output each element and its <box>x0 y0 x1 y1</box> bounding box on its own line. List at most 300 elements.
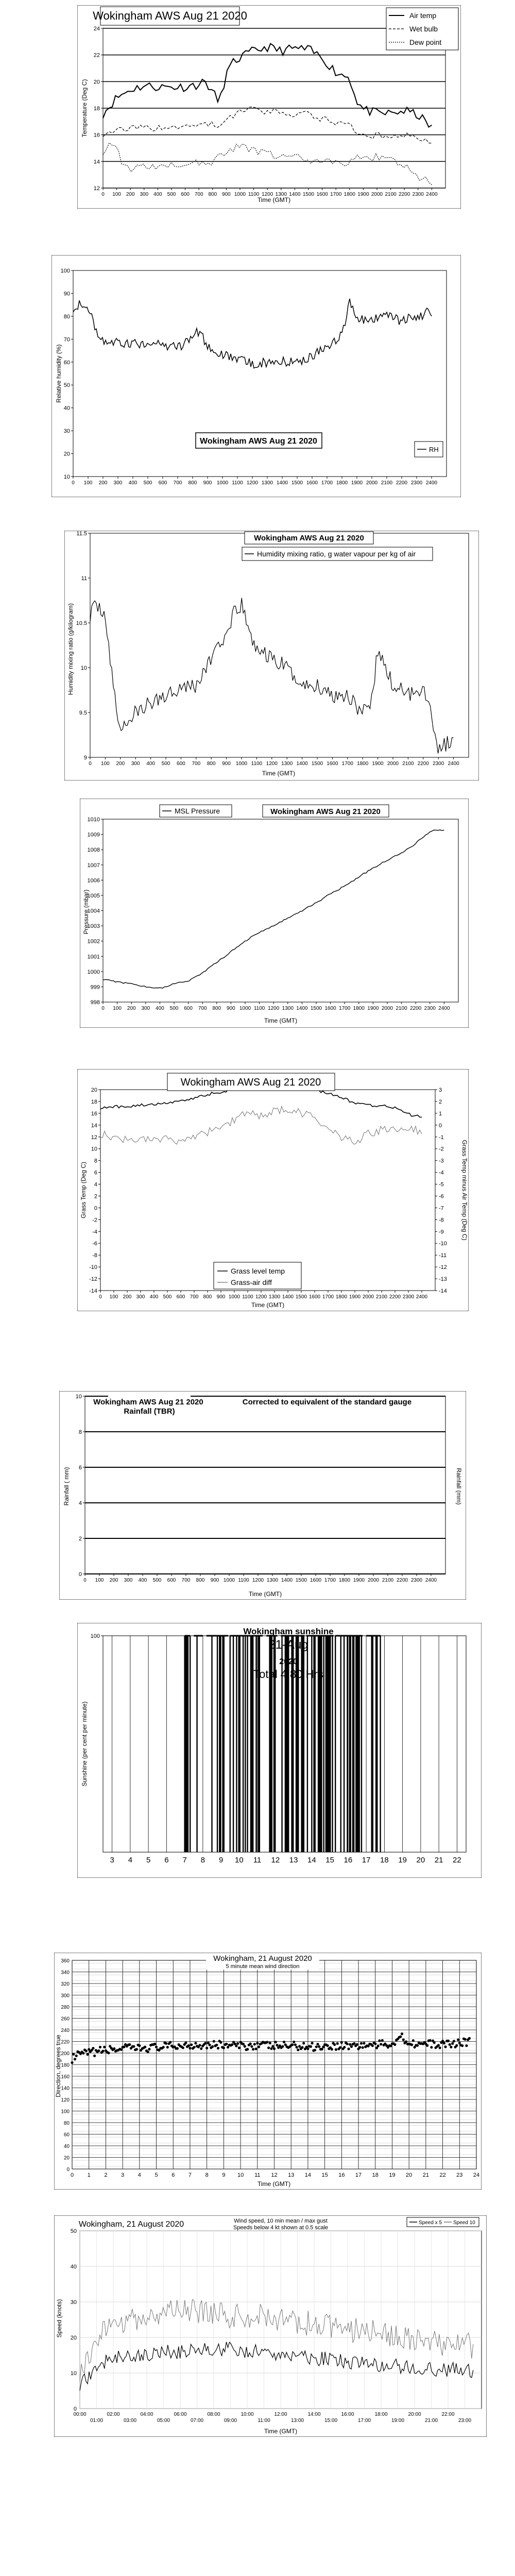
legend-label-mixing-ratio: Humidity mixing ratio, g water vapour per kg of air <box>257 550 416 558</box>
x-tick-label: 1600 <box>324 1006 336 1011</box>
wind-direction-point <box>244 2045 246 2047</box>
x-tick-label: 900 <box>216 1294 226 1300</box>
y-tick-label: 140 <box>61 2086 70 2092</box>
plot-area <box>90 533 469 757</box>
x-tick-label: 22 <box>453 1856 461 1865</box>
y-tick-label: 160 <box>61 2074 70 2080</box>
wind-direction-point <box>231 2043 233 2046</box>
x-tick-label: 200 <box>126 192 135 197</box>
wind-direction-point <box>93 2055 96 2057</box>
x-tick-label: 1800 <box>357 761 369 767</box>
x-tick-label: 2200 <box>396 1578 408 1583</box>
chart-date: 21-Aug <box>268 1638 308 1652</box>
y-tick-label: 6 <box>78 1465 82 1471</box>
x-tick-label: 3 <box>110 1856 114 1865</box>
wind-direction-point <box>213 2040 215 2043</box>
x-tick-label: 8 <box>205 2172 209 2178</box>
x-tick-label: 1100 <box>248 192 260 197</box>
y-tick-label: 20 <box>63 2155 70 2161</box>
x-tick-label: 1300 <box>266 1578 279 1583</box>
wind-direction-point <box>256 2042 259 2044</box>
wind-direction-point <box>86 2053 89 2056</box>
chart-title: Wokingham AWS Aug 21 2020 <box>254 534 364 543</box>
x-tick-label: 10 <box>237 2172 244 2178</box>
y2-tick-label: -4 <box>439 1170 444 1176</box>
wind-direction-point <box>204 2042 207 2044</box>
x-tick-label: 700 <box>173 480 182 486</box>
legend <box>407 2217 479 2227</box>
wind-direction-point <box>242 2043 245 2045</box>
x-tick-label: 4 <box>138 2172 141 2178</box>
x-tick-label: 7 <box>182 1856 187 1865</box>
wind-direction-point <box>410 2043 413 2046</box>
wind-direction-point <box>461 2044 464 2047</box>
wind-direction-point <box>281 2045 284 2048</box>
y-tick-label: 1004 <box>87 908 100 914</box>
wind-direction-point <box>162 2046 165 2048</box>
x-tick-label: 0 <box>83 1578 87 1583</box>
chart-note: Speeds below 4 kt shown at 0.5 scale <box>233 2225 329 2231</box>
wind-direction-point <box>458 2042 461 2044</box>
x-axis-label: Time (GMT) <box>251 1301 285 1309</box>
wind-direction-point <box>358 2046 361 2048</box>
x-tick-label: 11:00 <box>258 2418 270 2424</box>
wind-direction-point <box>193 2046 196 2048</box>
wind-direction-point <box>276 2044 278 2046</box>
y-tick-label: 300 <box>61 1993 70 1999</box>
wind-direction-point <box>205 2047 208 2049</box>
y-tick-label: 80 <box>63 2121 70 2126</box>
wind-direction-point <box>429 2039 432 2042</box>
wind-direction-point <box>310 2045 312 2048</box>
x-tick-label: 15:00 <box>324 2418 338 2424</box>
chart-total: Total 4.80 Hrs <box>253 1668 323 1681</box>
chart-title: Wokingham, 21 August 2020 <box>213 1954 312 1963</box>
y-tick-label: 100 <box>90 1633 100 1639</box>
wind-direction-point <box>194 2042 197 2044</box>
x-tick-label: 1500 <box>311 761 323 767</box>
x-tick-label: 1000 <box>239 1006 251 1011</box>
y-axis-label: Pressure (mbar) <box>82 889 90 935</box>
x-tick-label: 1300 <box>268 1294 281 1300</box>
y-tick-label: 30 <box>63 428 70 435</box>
x-tick-label: 2000 <box>387 761 399 767</box>
x-tick-label: 1100 <box>232 480 243 486</box>
x-tick-label: 300 <box>136 1294 145 1300</box>
x-tick-label: 2100 <box>385 192 397 197</box>
wind-direction-point <box>273 2047 276 2050</box>
x-tick-label: 200 <box>127 1006 136 1011</box>
chart-subtitle: 5 minute mean wind direction <box>226 1963 300 1970</box>
x-tick-label: 600 <box>184 1006 193 1011</box>
x-tick-label: 1100 <box>238 1578 249 1583</box>
x-tick-label: 500 <box>163 1294 172 1300</box>
x-tick-label: 100 <box>112 192 121 197</box>
x-tick-label: 300 <box>131 761 140 767</box>
x-tick-label: 23 <box>456 2172 463 2178</box>
x-tick-label: 18 <box>380 1856 389 1865</box>
wind-direction-point <box>75 2055 78 2057</box>
wind-direction-point <box>200 2047 202 2050</box>
x-tick-label: 700 <box>181 1578 191 1583</box>
wind-direction-point <box>327 2044 329 2047</box>
y2-tick-label: -11 <box>439 1252 447 1259</box>
x-tick-label: 1300 <box>275 192 287 197</box>
x-tick-label: 400 <box>156 1006 164 1011</box>
x-tick-label: 05:00 <box>157 2418 170 2424</box>
temperature-chart-panel <box>77 5 461 209</box>
y-tick-label: 2 <box>78 1536 82 1542</box>
wind-direction-point <box>381 2039 384 2042</box>
legend <box>415 442 443 457</box>
x-tick-label: 500 <box>143 480 152 486</box>
sunshine-chart-panel <box>77 1623 482 1878</box>
y-tick-label: -12 <box>89 1276 97 1283</box>
wind-direction-point <box>222 2046 225 2049</box>
x-tick-label: 800 <box>203 1294 212 1300</box>
x-tick-label: 20:00 <box>408 2412 421 2417</box>
chart-title: Wokingham sunshine <box>243 1626 334 1636</box>
x-tick-label: 1800 <box>344 192 355 197</box>
x-tick-label: 21 <box>422 2172 429 2178</box>
x-tick-label: 22:00 <box>441 2412 455 2417</box>
y-tick-label: 30 <box>70 2299 77 2306</box>
x-tick-label: 1400 <box>281 1578 293 1583</box>
wind-direction-point <box>184 2042 187 2044</box>
y2-tick-label: 3 <box>439 1087 442 1093</box>
chart-title: Wokingham AWS Aug 21 2020 <box>270 807 381 816</box>
x-tick-label: 600 <box>177 761 185 767</box>
x-tick-label: 1400 <box>296 1006 308 1011</box>
wind-direction-point <box>453 2040 455 2042</box>
x-tick-label: 3 <box>121 2172 125 2178</box>
chart-title: Wokingham AWS Aug 21 2020 <box>93 9 247 22</box>
wind-direction-point <box>217 2047 219 2049</box>
grass-temp-chart-panel <box>77 1069 469 1311</box>
y-tick-label: 40 <box>70 2264 77 2270</box>
x-tick-label: 19:00 <box>391 2418 405 2424</box>
wind-direction-point <box>165 2042 167 2045</box>
x-tick-label: 20 <box>416 1856 425 1865</box>
wind-direction-point <box>293 2041 295 2043</box>
wind-direction-point <box>120 2048 123 2051</box>
x-tick-label: 1100 <box>251 761 263 767</box>
wind-direction-point <box>455 2044 458 2047</box>
plot-area <box>85 1396 445 1574</box>
y-tick-label: 0 <box>94 1205 97 1212</box>
chart-title-line: Rainfall (TBR) <box>124 1407 175 1416</box>
x-tick-label: 600 <box>176 1294 185 1300</box>
x-tick-label: 1400 <box>276 480 288 486</box>
wind-direction-point <box>99 2046 101 2048</box>
wind-direction-point <box>188 2047 191 2049</box>
y2-axis-label: Rainfall (mm) <box>455 1468 462 1505</box>
y-tick-label: 1005 <box>87 892 100 899</box>
x-tick-label: 1 <box>87 2172 91 2178</box>
wind-direction-point <box>92 2047 94 2049</box>
x-tick-label: 5 <box>154 2172 158 2178</box>
y-tick-label: 0 <box>66 2167 70 2173</box>
x-tick-label: 0 <box>72 480 75 486</box>
wind-direction-point <box>336 2042 339 2045</box>
wind-direction-point <box>219 2041 222 2044</box>
wind-speed-chart <box>54 2215 487 2437</box>
wind-direction-point <box>362 2046 364 2049</box>
x-tick-label: 0 <box>89 761 92 767</box>
wind-direction-point <box>416 2044 419 2047</box>
pressure-chart <box>80 799 469 1028</box>
wind-direction-point <box>412 2039 415 2042</box>
wind-direction-point <box>147 2050 149 2053</box>
y-tick-label: 8 <box>94 1158 97 1164</box>
y-tick-label: 1010 <box>87 817 100 823</box>
x-tick-label: 400 <box>149 1294 159 1300</box>
x-tick-label: 900 <box>227 1006 235 1011</box>
x-tick-label: 4 <box>128 1856 133 1865</box>
x-tick-label: 10:00 <box>241 2412 254 2417</box>
y-tick-label: 0 <box>78 1571 82 1578</box>
x-tick-label: 1900 <box>372 761 384 767</box>
y-tick-label: 4 <box>78 1500 82 1506</box>
x-tick-label: 17 <box>362 1856 371 1865</box>
y-tick-label: 10 <box>80 665 87 671</box>
wind-direction-point <box>316 2043 319 2045</box>
x-tick-label: 100 <box>95 1578 104 1583</box>
x-tick-label: 1200 <box>252 1578 264 1583</box>
x-tick-label: 1300 <box>282 1006 294 1011</box>
x-tick-label: 700 <box>190 1294 199 1300</box>
y-tick-label: 260 <box>61 2016 70 2022</box>
plot-area <box>103 819 458 1002</box>
x-tick-label: 12:00 <box>274 2412 287 2417</box>
x-tick-label: 100 <box>109 1294 118 1300</box>
wind-direction-point <box>72 2053 75 2056</box>
x-tick-label: 1000 <box>234 192 246 197</box>
x-tick-label: 2000 <box>371 192 383 197</box>
chart-subtitle: Wind speed, 10 min mean / max gust <box>234 2218 328 2224</box>
x-tick-label: 7 <box>188 2172 192 2178</box>
x-tick-label: 1500 <box>295 1578 307 1583</box>
wind-direction-point <box>271 2045 274 2047</box>
wind-direction-point <box>296 2046 298 2048</box>
x-tick-label: 2400 <box>425 480 438 486</box>
y-tick-label: 280 <box>61 2005 70 2010</box>
x-tick-label: 1400 <box>282 1294 294 1300</box>
x-tick-label: 8 <box>200 1856 205 1865</box>
wind-direction-point <box>315 2045 318 2048</box>
y-tick-label: 60 <box>63 2132 70 2138</box>
x-tick-label: 2300 <box>424 1006 436 1011</box>
x-tick-label: 2200 <box>389 1294 401 1300</box>
x-tick-label: 03:00 <box>123 2418 137 2424</box>
wind-direction-point <box>176 2047 179 2049</box>
y2-tick-label: 2 <box>439 1098 442 1105</box>
x-tick-label: 2 <box>104 2172 108 2178</box>
x-axis-label: Time (GMT) <box>257 196 291 204</box>
x-tick-label: 1700 <box>324 1578 336 1583</box>
y-tick-label: 1008 <box>87 847 100 854</box>
x-tick-label: 1200 <box>255 1294 267 1300</box>
y2-tick-label: -14 <box>439 1288 447 1294</box>
rainfall-chart-panel <box>59 1391 466 1600</box>
wind-direction-point <box>449 2043 451 2046</box>
y-tick-label: 100 <box>60 268 70 274</box>
wind-direction-point <box>267 2046 270 2049</box>
legend-label-air-temp: Air temp <box>409 11 437 20</box>
x-tick-label: 13:00 <box>290 2418 304 2424</box>
wind-direction-point <box>405 2040 407 2043</box>
x-tick-label: 900 <box>222 761 231 767</box>
chart-title-line: Wokingham AWS Aug 21 2020 <box>93 1398 203 1406</box>
x-tick-label: 2300 <box>410 1578 423 1583</box>
wind-direction-point <box>132 2045 135 2048</box>
x-tick-label: 14 <box>304 2172 312 2178</box>
wind-direction-point <box>238 2046 241 2049</box>
y-tick-label: 40 <box>63 405 70 412</box>
wind-direction-point <box>399 2036 402 2038</box>
wind-direction-point <box>250 2045 253 2048</box>
wind-direction-point <box>389 2045 392 2047</box>
y-axis-label: Direction, degrees true <box>55 2035 62 2097</box>
x-tick-label: 21:00 <box>424 2418 438 2424</box>
x-tick-label: 06:00 <box>174 2412 187 2417</box>
legend <box>242 547 433 561</box>
x-tick-label: 1200 <box>246 480 259 486</box>
y-tick-label: 1007 <box>87 862 100 869</box>
x-tick-label: 14:00 <box>307 2412 321 2417</box>
x-tick-label: 400 <box>128 480 138 486</box>
x-tick-label: 300 <box>124 1578 133 1583</box>
x-tick-label: 9 <box>218 1856 224 1865</box>
grass-temp-chart <box>77 1069 469 1311</box>
y2-axis-label: Grass Temp minus Air Temp (Deg C) <box>461 1140 468 1241</box>
y-tick-label: 50 <box>63 382 70 389</box>
x-tick-label: 1500 <box>291 480 303 486</box>
x-tick-label: 2200 <box>417 761 429 767</box>
x-tick-label: 1500 <box>295 1294 307 1300</box>
x-tick-label: 1600 <box>327 761 338 767</box>
x-tick-label: 1700 <box>339 1006 351 1011</box>
x-tick-label: 13 <box>289 1856 298 1865</box>
wind-direction-point <box>97 2049 100 2052</box>
x-tick-label: 18:00 <box>374 2412 388 2417</box>
x-tick-label: 2300 <box>410 480 423 486</box>
y-tick-label: 12 <box>93 185 100 192</box>
y-tick-label: 90 <box>63 291 70 297</box>
x-tick-label: 2200 <box>410 1006 422 1011</box>
x-tick-label: 2100 <box>381 480 393 486</box>
wind-direction-point <box>464 2038 467 2041</box>
x-tick-label: 800 <box>196 1578 205 1583</box>
wind-direction-point <box>468 2037 471 2040</box>
wind-direction-point <box>450 2046 452 2048</box>
y-tick-label: 220 <box>61 2039 70 2045</box>
wind-direction-point <box>374 2042 376 2045</box>
x-tick-label: 400 <box>138 1578 147 1583</box>
wind-direction-point <box>252 2048 254 2050</box>
chart-annotation: Corrected to equivalent of the standard gauge <box>242 1398 412 1406</box>
x-tick-label: 1800 <box>336 480 348 486</box>
wind-direction-point <box>378 2039 381 2042</box>
x-tick-label: 18 <box>372 2172 379 2178</box>
chart-title: Wokingham AWS Aug 21 2020 <box>180 1077 321 1088</box>
wind-speed-chart-panel <box>54 2215 487 2437</box>
legend-label-speed-5: Speed x 5 <box>419 2220 442 2226</box>
wind-direction-point <box>249 2042 252 2045</box>
x-tick-label: 200 <box>116 761 125 767</box>
y-tick-label: 14 <box>93 159 100 165</box>
x-tick-label: 1200 <box>268 1006 280 1011</box>
x-tick-label: 1900 <box>353 1578 365 1583</box>
y-tick-label: 120 <box>61 2097 70 2103</box>
y2-tick-label: -9 <box>439 1229 444 1235</box>
x-tick-label: 2400 <box>426 192 438 197</box>
x-tick-label: 2000 <box>366 480 378 486</box>
x-tick-label: 1800 <box>353 1006 365 1011</box>
y-tick-label: 320 <box>61 1981 70 1987</box>
y-tick-label: 22 <box>93 52 100 59</box>
y2-tick-label: -10 <box>439 1241 447 1247</box>
y-tick-label: 16 <box>93 132 100 139</box>
wind-direction-point <box>269 2042 271 2044</box>
wind-direction-point <box>311 2042 314 2044</box>
wind-direction-point <box>274 2041 277 2043</box>
wind-direction-point <box>356 2043 358 2046</box>
x-tick-label: 500 <box>167 192 176 197</box>
y-tick-label: 10 <box>70 2370 77 2377</box>
x-tick-label: 0 <box>101 192 105 197</box>
y-tick-label: 24 <box>93 26 100 32</box>
x-tick-label: 09:00 <box>224 2418 237 2424</box>
x-tick-label: 21 <box>434 1856 443 1865</box>
wind-direction-point <box>301 2046 303 2048</box>
wind-direction-point <box>306 2047 309 2050</box>
x-tick-label: 900 <box>222 192 231 197</box>
wind-direction-point <box>321 2048 323 2050</box>
wind-direction-point <box>433 2041 436 2044</box>
wind-direction-point <box>437 2044 440 2046</box>
x-tick-label: 1500 <box>310 1006 322 1011</box>
x-tick-label: 17 <box>355 2172 362 2178</box>
x-tick-label: 900 <box>203 480 212 486</box>
y-tick-label: 200 <box>61 2051 70 2057</box>
y-tick-label: 20 <box>93 79 100 86</box>
wind-direction-point <box>209 2044 211 2046</box>
y-tick-label: 11 <box>81 575 87 582</box>
x-tick-label: 200 <box>109 1578 118 1583</box>
wind-direction-point <box>371 2044 374 2047</box>
x-tick-label: 24 <box>473 2172 480 2178</box>
y-tick-label: 70 <box>63 336 70 343</box>
wind-direction-point <box>465 2044 468 2047</box>
x-tick-label: 500 <box>152 1578 162 1583</box>
x-tick-label: 1800 <box>338 1578 351 1583</box>
x-tick-label: 1200 <box>266 761 278 767</box>
wind-direction-point <box>246 2048 249 2050</box>
x-tick-label: 500 <box>161 761 170 767</box>
x-tick-label: 2400 <box>425 1578 437 1583</box>
wind-direction-point <box>211 2045 214 2048</box>
wind-direction-point <box>439 2046 441 2049</box>
mixing-ratio-chart-panel <box>64 531 479 781</box>
x-tick-label: 10 <box>235 1856 244 1865</box>
x-axis-label: Time (GMT) <box>257 2180 291 2188</box>
wind-direction-point <box>444 2045 447 2048</box>
x-tick-label: 2300 <box>433 761 444 767</box>
chart-title: Wokingham AWS Aug 21 2020 <box>200 437 317 446</box>
x-tick-label: 2100 <box>382 1578 394 1583</box>
chart-year: 2020 <box>279 1657 298 1666</box>
